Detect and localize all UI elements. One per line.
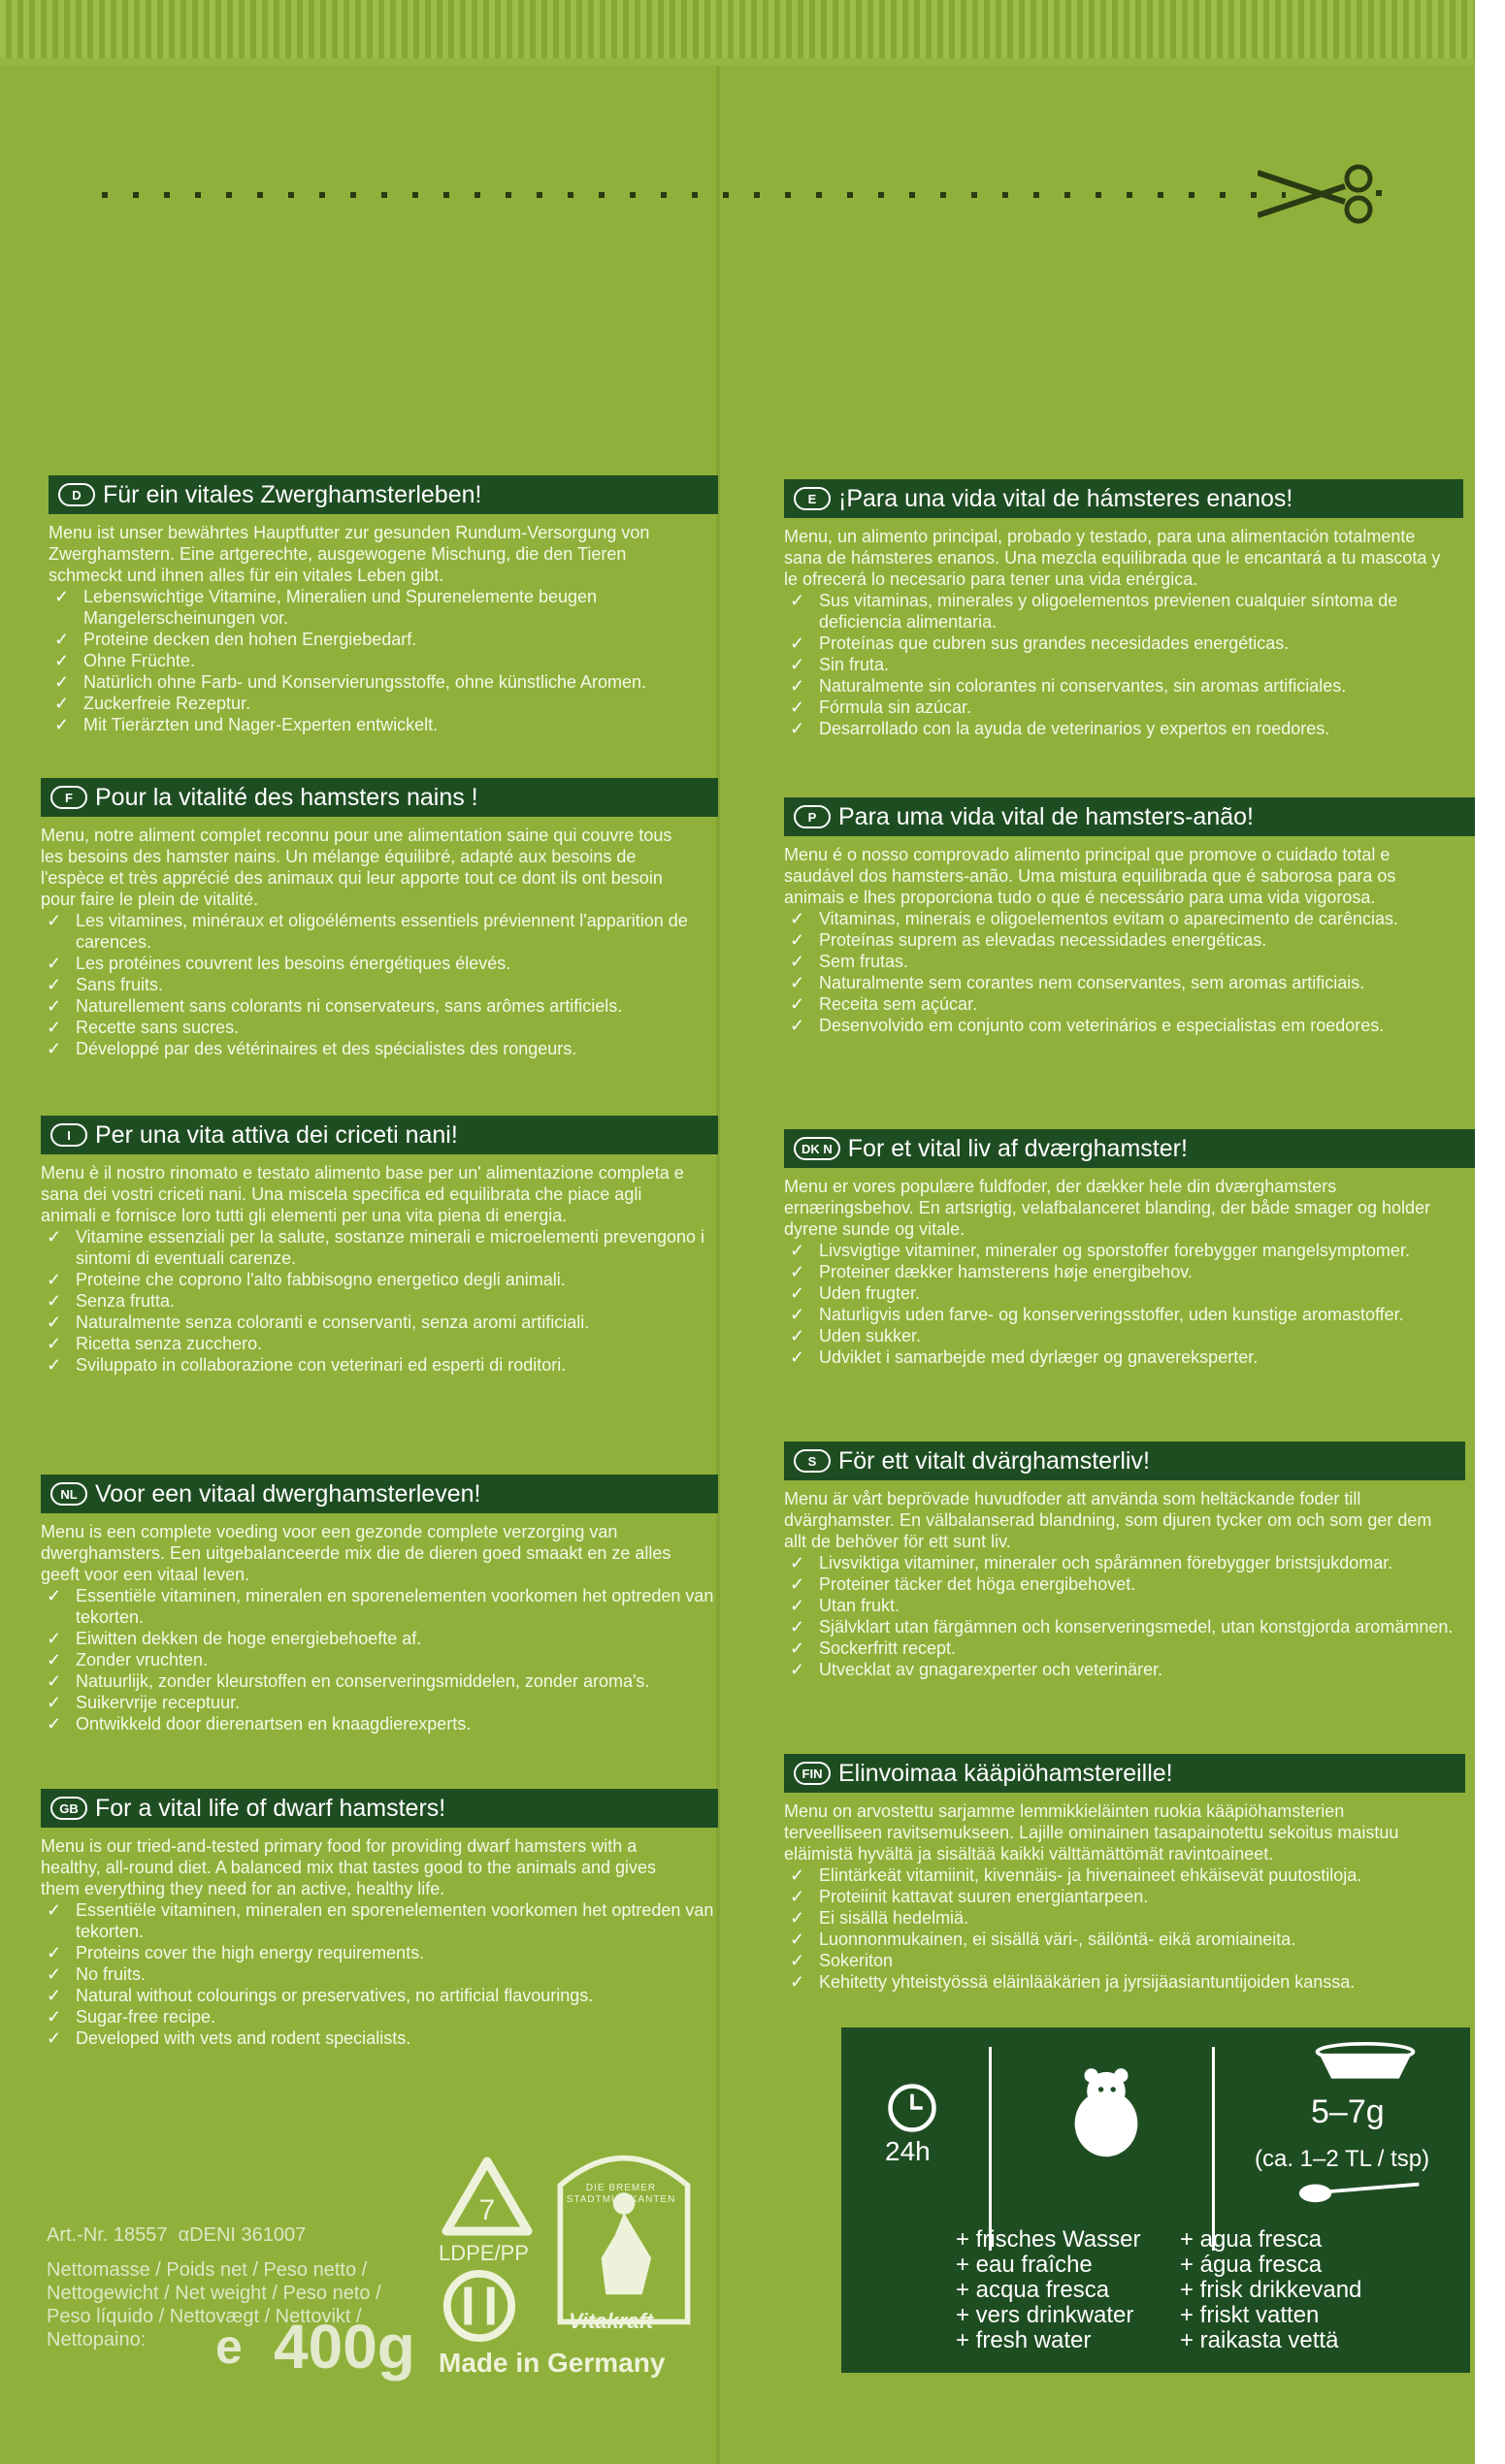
check-icon: ✓ [790,1347,805,1367]
check-icon: ✓ [790,952,805,971]
section-es [784,479,1463,739]
check-icon: ✓ [790,633,805,653]
divider [989,2047,992,2251]
list-item: ✓ Naturalmente sem corantes nem conservantes, sem aromas artificiais. [790,973,1365,992]
water-item: + frisk drikkevand [1180,2277,1362,2303]
check-icon: ✓ [790,1908,805,1928]
language-code-badge: E [794,487,831,510]
water-list-right [1180,2227,1361,2353]
check-icon: ✓ [47,1227,62,1247]
section-intro: Menu ist unser bewährtes Hauptfutter zur gesunden Rundum-Versorgung von Zwerghamstern. Eine artgerechte, ausgewogene Mischung, die den Tieren schmeckt und ihnen alles für ein vitales Leben gibt. [49,523,650,585]
list-item: ✓ Proteiner täcker det höga energibehovet. [790,1574,1136,1594]
check-icon: ✓ [790,1016,805,1035]
list-item: ✓ Ricetta senza zucchero. [47,1334,263,1353]
list-item: ✓ Ohne Früchte. [54,651,196,670]
section-title: Pour la vitalité des hamsters nains ! [95,783,478,811]
check-icon: ✓ [47,1039,62,1058]
list-item: ✓ Les vitamines, minéraux et oligoéléments essentiels préviennent l'apparition de carences. [47,911,688,952]
language-code-badge: D [58,483,95,506]
article-number: Art.-Nr. 18557 αDENI 361007 [47,2224,307,2246]
list-item: ✓ Sokeriton [790,1951,894,1970]
language-code-badge: I [50,1123,87,1147]
check-icon: ✓ [47,1313,62,1332]
water-item: + eau fraîche [956,2252,1093,2278]
water-item: + fresh water [956,2327,1092,2353]
background-edge [1475,0,1505,2464]
list-item: ✓ Sem frutas. [790,952,909,971]
check-icon: ✓ [47,1693,62,1712]
seal-text: DIE BREMER STADTMUSIKANTEN [566,2183,676,2205]
list-item: ✓ Naturalmente senza coloranti e conservanti, senza aromi artificiali. [47,1313,590,1332]
check-icon: ✓ [790,1305,805,1324]
list-item: ✓ Sviluppato in collaborazione con veterinari ed esperti di roditori. [47,1355,567,1375]
check-icon: ✓ [790,1865,805,1885]
feeding-guide [841,2027,1470,2373]
list-item: ✓ Natürlich ohne Farb- und Konservierungsstoffe, ohne künstliche Aromen. [54,672,646,692]
list-item: ✓ Naturalmente sin colorantes ni conservantes, sin aromas artificiales. [790,676,1347,696]
list-item: ✓ Desarrollado con la ayuda de veterinarios y expertos en roedores. [790,719,1330,738]
list-item: ✓ Zonder vruchten. [47,1650,209,1670]
list-item: ✓ Sin fruta. [790,655,890,674]
check-icon: ✓ [790,1638,805,1658]
list-item: ✓ Sans fruits. [47,975,164,994]
water-item: + acqua fresca [956,2277,1110,2303]
check-icon: ✓ [790,909,805,928]
list-item: ✓ Elintärkeät vitamiinit, kivennäis- ja hivenaineet ehkäisevät puutostiloja. [790,1865,1362,1885]
check-icon: ✓ [790,1262,805,1281]
check-icon: ✓ [47,1671,62,1691]
section-intro: Menu, notre aliment complet reconnu pour une alimentation saine qui couvre tous les besoins des hamster nains. Un mélange équilibré, adapté aux besoins de l'espèce et très apprécié des animaux qui leur apporte tout ce dont ils ont besoin pour faire le plein de vitalité. [41,826,672,909]
check-icon: ✓ [790,1596,805,1615]
bremen-town-musicians-seal [551,2148,697,2332]
list-item: ✓ Uden frugter. [790,1283,921,1303]
check-icon: ✓ [47,2007,62,2026]
list-item: ✓ Udviklet i samarbejde med dyrlæger og gnavereksperter. [790,1347,1259,1367]
check-icon: ✓ [790,1283,805,1303]
check-icon: ✓ [54,715,70,734]
list-item: ✓ Senza frutta. [47,1291,176,1311]
list-item: ✓ Fórmula sin azúcar. [790,697,972,717]
section-intro: Menu is een complete voeding voor een gezonde complete verzorging van dwerghamsters. Een uitgebalanceerde mix die de dieren goed smaakt en ze alles geeft voor een vitaal leven. [41,1522,671,1584]
section-intro: Menu er vores populære fuldfoder, der dækker hele din dværghamsters ernæringsbehov. En artsrigtig, velafbalanceret blanding, der både smager og holder dyrene sunde og vitale. [784,1177,1431,1239]
check-icon: ✓ [47,975,62,994]
net-weight: 400g [274,2312,415,2382]
section-header [41,1475,718,1513]
check-icon: ✓ [790,591,805,610]
check-icon: ✓ [790,930,805,950]
check-icon: ✓ [790,1929,805,1949]
list-item: ✓ Proteiinit kattavat suuren energiantarpeen. [790,1887,1149,1906]
check-icon: ✓ [790,1617,805,1637]
section-dk-n [784,1129,1475,1368]
language-code-badge: NL [50,1482,87,1506]
section-header [784,1129,1475,1168]
check-icon: ✓ [54,587,70,606]
section-header [784,479,1463,518]
water-item: + vers drinkwater [956,2302,1134,2328]
section-de [49,475,718,735]
check-icon: ✓ [790,1574,805,1594]
check-icon: ✓ [790,994,805,1014]
list-item: ✓ Zuckerfreie Rezeptur. [54,694,251,713]
list-item: ✓ Luonnonmukainen, ei sisällä väri-, säilöntä- eikä aromiaineita. [790,1929,1296,1949]
estimated-sign: e [215,2319,243,2374]
list-item: ✓ Naturligvis uden farve- og konserveringsstoffer, uden kunstige aromastoffer. [790,1305,1404,1324]
list-item: ✓ Livsvigtige vitaminer, mineraler og sporstoffer forebygger mangelsymptomer. [790,1241,1410,1260]
section-intro: Menu è il nostro rinomato e testato alimento base per un' alimentazione completa e sana dei vostri criceti nani. Una miscela specifica ed equilibrata che piace agli animali e fornisce loro tutti gli elementi per una vita piena di energia. [41,1163,684,1225]
section-fr [41,778,718,1059]
section-title: Für ein vitales Zwerghamsterleben! [103,480,482,508]
list-item: ✓ No fruits. [47,1964,147,1984]
check-icon: ✓ [47,1714,62,1734]
check-icon: ✓ [790,697,805,717]
language-code-badge: P [794,805,831,828]
check-icon: ✓ [47,1586,62,1605]
brand-logo: Vitakraft [569,2309,654,2333]
list-item: ✓ Proteínas suprem as elevadas necessidades energéticas. [790,930,1267,950]
check-icon: ✓ [47,1650,62,1670]
water-item: + raikasta vettä [1180,2327,1339,2353]
check-icon: ✓ [47,1943,62,1962]
check-icon: ✓ [47,996,62,1016]
check-icon: ✓ [47,2028,62,2048]
net-weight-label: Nettomasse / Poids net / Peso netto / Nettogewicht / Net weight / Peso neto / Peso líquido / Nettovægt / Nettovikt / Nettopaino: [47,2259,381,2351]
section-fin [784,1754,1465,1993]
check-icon: ✓ [47,1986,62,2005]
section-title: Para uma vida vital de hamsters-anão! [838,802,1254,830]
check-icon: ✓ [790,973,805,992]
section-title: For et vital liv af dværghamster! [847,1134,1188,1162]
list-item: ✓ Suikervrije receptuur. [47,1693,241,1712]
list-item: ✓ Kehitetty yhteistyössä eläinlääkärien ja jyrsijäasiantuntijoiden kanssa. [790,1972,1356,1992]
check-icon: ✓ [790,719,805,738]
list-item: ✓ Proteins cover the high energy requirements. [47,1943,425,1962]
list-item: ✓ Sockerfritt recept. [790,1638,957,1658]
water-item: + agua fresca [1180,2226,1323,2253]
recycling-code: LDPE/PP [439,2241,529,2265]
section-gb [41,1789,718,2049]
language-code-badge: GB [50,1797,87,1820]
list-item: ✓ Mit Tierärzten und Nager-Experten entwickelt. [54,715,439,734]
language-code-badge: S [794,1449,831,1473]
section-intro: Menu on arvostettu sarjamme lemmikkieläinten ruokia kääpiöhamsterien terveelliseen ravitsemukseen. Lajille ominainen tasapainotettu sekoitus maistuu eläimistä hyvältä ja sisältää kaikki välttämättömät ravintoaineet. [784,1801,1399,1864]
made-in-germany: Made in Germany [439,2348,666,2378]
check-icon: ✓ [47,1334,62,1353]
list-item: ✓ Utan frukt. [790,1596,900,1615]
section-header [49,475,718,514]
section-header [41,1116,718,1154]
language-code-badge: FIN [794,1762,831,1785]
list-item: ✓ Sugar-free recipe. [47,2007,216,2026]
section-header [784,1442,1465,1480]
water-item: + água fresca [1180,2252,1323,2278]
section-intro: Menu, un alimento principal, probado y testado, para una alimentación totalmente sana de hámsteres enanos. Una mezcla equilibrada que le encantará a tu mascota y le ofrecerá lo necesario para tener una vida enérgica. [784,527,1441,589]
list-item: ✓ Självklart utan färgämnen och konserveringsmedel, utan konstgjorda aromämnen. [790,1617,1454,1637]
check-icon: ✓ [54,672,70,692]
list-item: ✓ Recette sans sucres. [47,1018,240,1037]
list-item: ✓ Ei sisällä hedelmiä. [790,1908,969,1928]
green-dot-icon [442,2268,517,2344]
section-it [41,1116,718,1376]
check-icon: ✓ [47,1629,62,1648]
list-item: ✓ Utvecklat av gnagarexperter och veterinärer. [790,1660,1163,1679]
clock-icon [886,2082,938,2134]
list-item: ✓ Les protéines couvrent les besoins énergétiques élevés. [47,954,511,973]
list-item: ✓ Lebenswichtige Vitamine, Mineralien und Spurenelemente beugen Mangelerscheinungen vor. [54,587,598,628]
check-icon: ✓ [790,655,805,674]
list-item: ✓ Proteínas que cubren sus grandes necesidades energéticas. [790,633,1290,653]
hamster-icon [1063,2066,1150,2163]
language-code-badge: DK N [794,1137,840,1160]
svg-text:7: 7 [478,2194,496,2226]
check-icon: ✓ [47,1964,62,1984]
check-icon: ✓ [47,1018,62,1037]
check-icon: ✓ [47,1900,62,1920]
scissors-icon [1258,163,1384,225]
section-intro: Menu är vårt beprövade huvudfoder att använda som heltäckande foder till dvärghamster. En välbalanserad blandning, som djuren tycker om och som ger dem allt de behöver för ett sunt liv. [784,1489,1432,1551]
list-item: ✓ Sus vitaminas, minerales y oligoelementos previenen cualquier síntoma de deficiencia alimentaria. [790,591,1398,632]
section-title: Per una vita attiva dei criceti nani! [95,1120,458,1149]
feeding-amount: 5–7g [1311,2093,1385,2130]
list-item: ✓ Vitaminas, minerais e oligoelementos evitam o aparecimento de carências. [790,909,1398,928]
section-header [41,778,718,817]
section-nl [41,1475,718,1735]
list-item: ✓ Naturellement sans colorants ni conservateurs, sans arômes artificiels. [47,996,623,1016]
cut-line [102,192,1286,198]
list-item: ✓ Vitamine essenziali per la salute, sostanze minerali e microelementi prevengono i sintomi di eventuali carenze. [47,1227,704,1268]
check-icon: ✓ [790,1887,805,1906]
section-se [784,1442,1465,1680]
section-title: Elinvoimaa kääpiöhamstereille! [838,1759,1173,1787]
list-item: ✓ Ontwikkeld door dierenartsen en knaagdierexperts. [47,1714,472,1734]
section-title: ¡Para una vida vital de hámsteres enanos! [838,484,1293,512]
section-title: Voor een vitaal dwerghamsterleven! [95,1479,481,1508]
check-icon: ✓ [47,911,62,930]
check-icon: ✓ [790,676,805,696]
water-item: + friskt vatten [1180,2302,1320,2328]
section-header [784,797,1475,836]
feeding-time: 24h [885,2136,931,2166]
list-item: ✓ Uden sukker. [790,1326,922,1345]
section-pt [784,797,1475,1036]
check-icon: ✓ [790,1951,805,1970]
check-icon: ✓ [54,630,70,649]
language-code-badge: F [50,786,87,809]
list-item: ✓ Natuurlijk, zonder kleurstoffen en conserveringsmiddelen, zonder aroma's. [47,1671,650,1691]
check-icon: ✓ [790,1553,805,1572]
section-intro: Menu é o nosso comprovado alimento principal que promove o cuidado total e saudável dos hamsters-anão. Uma mistura equilibrada que é saborosa para os animais e lhes proporciona tudo o que é necessário para uma vida vigorosa. [784,845,1396,907]
check-icon: ✓ [790,1241,805,1260]
section-header [784,1754,1465,1793]
spoon-amount: (ca. 1–2 TL / tsp) [1255,2146,1430,2172]
list-item: ✓ Developed with vets and rodent specialists. [47,2028,411,2048]
check-icon: ✓ [54,694,70,713]
list-item: ✓ Essentiële vitaminen, mineralen en sporenelementen voorkomen het optreden van tekorten. [47,1586,714,1627]
check-icon: ✓ [790,1660,805,1679]
recycling-triangle-icon [439,2154,536,2241]
list-item: ✓ Eiwitten dekken de hoge energiebehoefte af. [47,1629,422,1648]
list-item: ✓ Desenvolvido em conjunto com veterinários e especialistas em roedores. [790,1016,1385,1035]
food-bowl-icon [1312,2041,1419,2086]
list-item: ✓ Développé par des vétérinaires et des spécialistes des rongeurs. [47,1039,577,1058]
section-title: For a vital life of dwarf hamsters! [95,1794,446,1822]
check-icon: ✓ [47,1355,62,1375]
check-icon: ✓ [54,651,70,670]
spoon-icon [1297,2179,1423,2206]
water-list-left [956,2227,1141,2353]
check-icon: ✓ [47,954,62,973]
check-icon: ✓ [47,1270,62,1289]
list-item: ✓ Proteiner dækker hamsterens høje energibehov. [790,1262,1193,1281]
section-title: För ett vitalt dvärghamsterliv! [838,1446,1150,1475]
check-icon: ✓ [790,1326,805,1345]
water-item: + frisches Wasser [956,2226,1141,2253]
list-item: ✓ Natural without colourings or preservatives, no artificial flavourings. [47,1986,594,2005]
list-item: ✓ Essentiële vitaminen, mineralen en sporenelementen voorkomen het optreden van tekorten. [47,1900,714,1941]
check-icon: ✓ [47,1291,62,1311]
list-item: ✓ Livsviktiga vitaminer, mineraler och spårämnen förebygger bristsjukdomar. [790,1553,1393,1572]
divider [1212,2047,1215,2251]
list-item: ✓ Proteine decken den hohen Energiebedarf. [54,630,417,649]
list-item: ✓ Proteine che coprono l'alto fabbisogno energetico degli animali. [47,1270,566,1289]
section-header [41,1789,718,1828]
check-icon: ✓ [790,1972,805,1992]
section-intro: Menu is our tried-and-tested primary food for providing dwarf hamsters with a healthy, all-round diet. A balanced mix that tastes good to the animals and gives them everything they need for an active, healthy life. [41,1836,657,1898]
list-item: ✓ Receita sem açúcar. [790,994,978,1014]
